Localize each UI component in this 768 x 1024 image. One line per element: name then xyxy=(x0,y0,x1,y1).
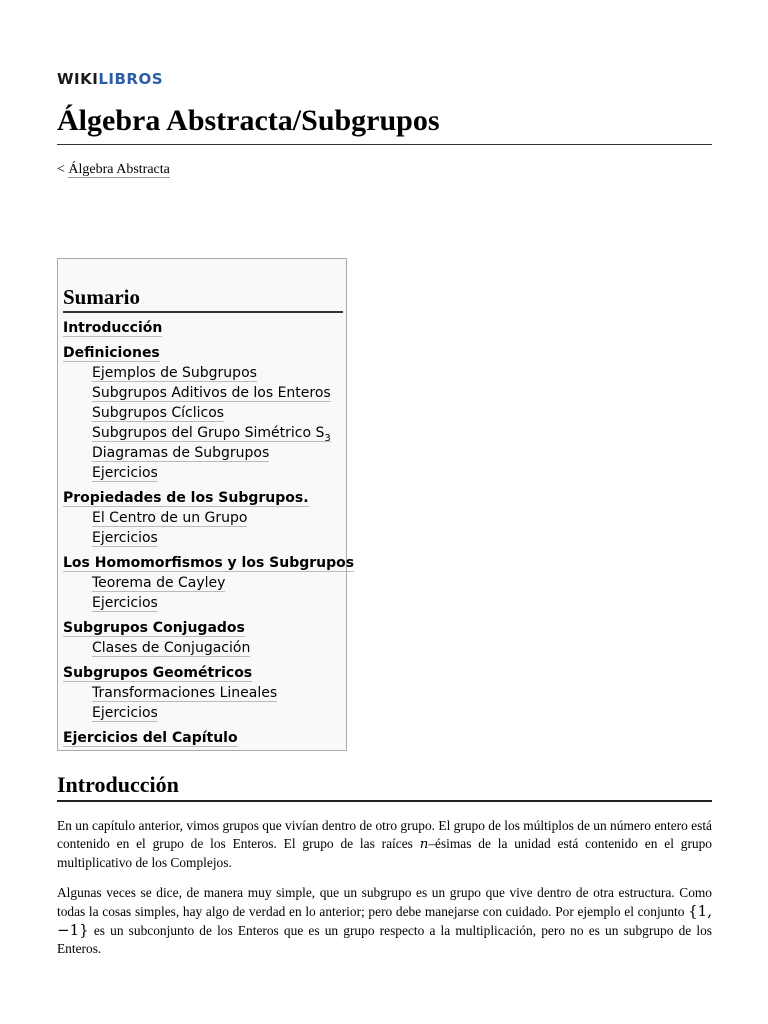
toc-item[interactable] xyxy=(92,575,225,592)
toc-item-label: Diagramas de Subgrupos xyxy=(92,445,270,461)
toc-item-label: Introducción xyxy=(63,320,163,336)
toc-item-label: Ejercicios xyxy=(92,705,158,721)
toc-item-label: Ejercicios xyxy=(92,465,158,481)
toc-item[interactable] xyxy=(63,730,238,747)
toc-item[interactable] xyxy=(63,555,354,572)
toc-item[interactable] xyxy=(92,385,331,402)
toc-item-label: Los Homomorfismos y los Subgrupos xyxy=(63,555,355,571)
toc-item-label: Ejercicios xyxy=(92,595,158,611)
toc-item[interactable] xyxy=(92,685,277,702)
breadcrumb-prefix: < xyxy=(57,162,69,177)
toc-item[interactable] xyxy=(92,425,331,447)
section-heading: Introducción xyxy=(57,771,712,802)
toc-item-label: Transformaciones Lineales xyxy=(92,685,278,701)
wikilibros-logo[interactable] xyxy=(57,70,163,88)
toc-item-label: Subgrupos Aditivos de los Enteros xyxy=(92,385,331,401)
toc-item-label: Ejercicios del Capítulo xyxy=(63,730,238,746)
toc-item-label: Subgrupos Cíclicos xyxy=(92,405,225,421)
toc-item-label: Clases de Conjugación xyxy=(92,640,251,656)
toc-item-label: Subgrupos Geométricos xyxy=(63,665,253,681)
paragraph-1-text-a: En un capítulo anterior, vimos grupos que vivían dentro de otro grupo. El grupo de los múltiplos de un número entero está contenido en el grupo de los Enteros. El grupo de las raíces xyxy=(57,818,712,851)
breadcrumb xyxy=(57,162,170,178)
toc-item-label: Definiciones xyxy=(63,345,160,361)
toc-item[interactable] xyxy=(63,320,162,337)
logo-wiki: WIKI xyxy=(57,70,99,88)
toc-item[interactable] xyxy=(63,490,309,507)
toc-item[interactable] xyxy=(92,510,247,527)
toc-item-label: Propiedades de los Subgrupos. xyxy=(63,490,309,506)
toc-item[interactable] xyxy=(63,620,245,637)
toc-item[interactable] xyxy=(63,345,160,362)
parent-page-link[interactable]: Álgebra Abstracta xyxy=(68,162,170,177)
table-of-contents xyxy=(57,258,355,751)
paragraph-1-text-b: –ésimas de la unidad está contenido en el grupo multiplicativo de los Complejos. xyxy=(57,836,712,870)
math-n: n xyxy=(419,837,429,852)
toc-item-label: Subgrupos del Grupo Simétrico $S_3$ xyxy=(92,425,331,444)
page-title: Álgebra Abstracta/Subgrupos xyxy=(57,102,712,145)
toc-item[interactable] xyxy=(92,405,224,422)
toc-item[interactable] xyxy=(92,445,269,462)
toc-item[interactable] xyxy=(92,365,257,382)
toc-item[interactable] xyxy=(92,705,158,722)
toc-item-label: Ejemplos de Subgrupos xyxy=(92,365,257,381)
logo-libros: LIBROS xyxy=(98,70,164,88)
toc-item-label: El Centro de un Grupo xyxy=(92,510,248,526)
toc-item[interactable] xyxy=(92,465,158,482)
paragraph-2-text-b: es un subconjunto de los Enteros que es un grupo respecto a la multiplicación, pero no es un subgrupo de los Enteros. xyxy=(57,923,712,956)
paragraph-1 xyxy=(57,817,712,872)
toc-item-subscript: 3 xyxy=(324,432,331,444)
toc-item[interactable] xyxy=(92,595,158,612)
paragraph-2 xyxy=(57,884,712,956)
toc-item[interactable] xyxy=(92,530,158,547)
toc-item[interactable] xyxy=(63,665,252,682)
paragraph-2-text-a: Algunas veces se dice, de manera muy simple, que un subgrupo es un grupo que vive dentro de otra estructura. Como todas la cosas simples, hay algo de verdad en lo anterior; pero debe manejarse con cuidado. Por ejemplo el conjunto xyxy=(57,885,712,919)
toc-item-label: Ejercicios xyxy=(92,530,158,546)
math-set: {1, −1} xyxy=(57,902,712,939)
toc-item-label: Subgrupos Conjugados xyxy=(63,620,245,636)
toc-title: Sumario xyxy=(63,284,343,313)
toc-item[interactable] xyxy=(92,640,250,657)
toc-item-label: Teorema de Cayley xyxy=(92,575,226,591)
